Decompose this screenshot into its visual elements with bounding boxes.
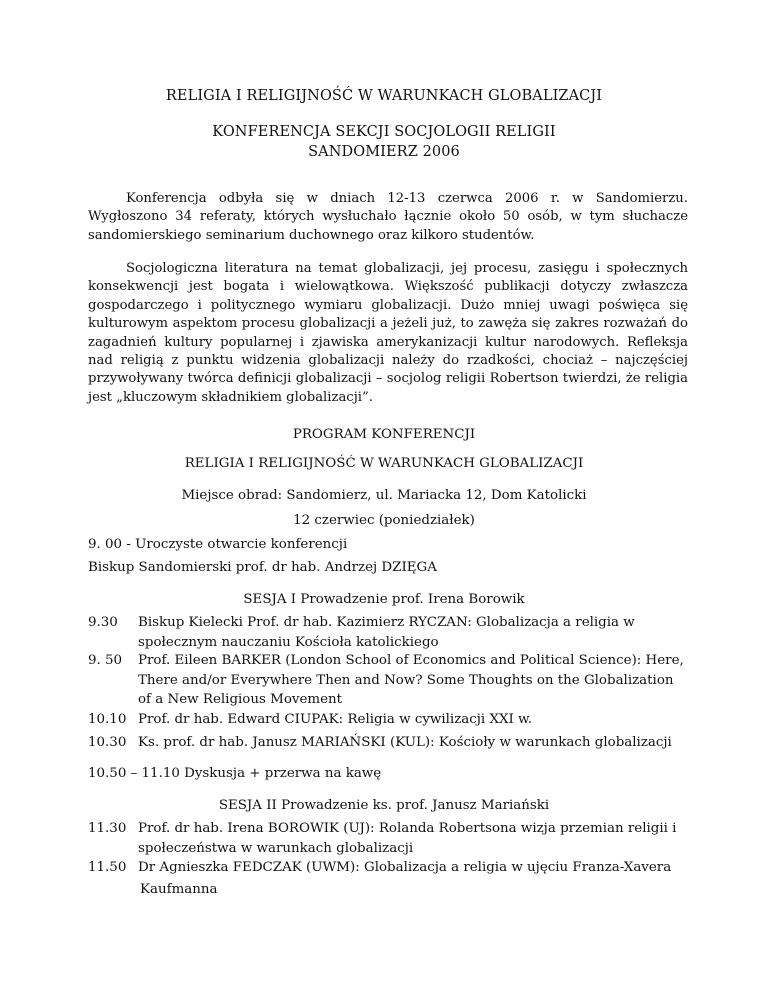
item-text: Ks. prof. dr hab. Janusz MARIAŃSKI (KUL): Kościoły w warunkach globalizacji bbox=[138, 735, 672, 750]
conference-subtitle: KONFERENCJA SEKCJI SOCJOLOGII RELIGII bbox=[212, 124, 556, 140]
item-text: Prof. dr hab. Edward CIUPAK: Religia w cywilizacji XXI w. bbox=[138, 712, 533, 727]
opening-line: 9. 00 - Uroczyste otwarcie konferencji bbox=[88, 537, 348, 552]
item-time: 9.30 bbox=[88, 615, 118, 630]
literature-paragraph bbox=[88, 260, 688, 407]
item-text: Prof. Eileen BARKER (London School of Economics and Political Science): Here, There and/or Everywhere Then and Now? Some Thoughts on the Globalization of a New Religious Movement bbox=[138, 653, 684, 707]
opening-speaker: Biskup Sandomierski prof. dr hab. Andrzej DZIĘGA bbox=[88, 560, 437, 575]
break-line: 10.50 – 11.10 Dyskusja + przerwa na kawę bbox=[88, 766, 382, 781]
session-2-item-continuation: Kaufmanna bbox=[140, 882, 218, 897]
item-time: 11.30 bbox=[88, 821, 127, 836]
session-1-title: SESJA I Prowadzenie prof. Irena Borowik bbox=[243, 592, 525, 607]
intro-paragraph bbox=[88, 190, 688, 245]
item-text: Prof. dr hab. Irena BOROWIK (UJ): Rolanda Robertsona wizja przemian religii i społeczeństwa w warunkach globalizacji bbox=[138, 821, 677, 856]
item-time: 9. 50 bbox=[88, 653, 123, 668]
item-time: 10.30 bbox=[88, 735, 127, 750]
program-title: PROGRAM KONFERENCJI bbox=[292, 427, 476, 442]
program-venue: Miejsce obrad: Sandomierz, ul. Mariacka 12, Dom Katolicki bbox=[181, 488, 587, 503]
program-conference-name: RELIGIA I RELIGIJNOŚĆ W WARUNKACH GLOBALIZACJI bbox=[184, 456, 584, 471]
document-title: RELIGIA I RELIGIJNOŚĆ W WARUNKACH GLOBALIZACJI bbox=[165, 88, 603, 104]
literature-paragraph-text: Socjologiczna literatura na temat globalizacji, jej procesu, zasięgu i społecznych konsekwencji jest bogata i wielowątkowa. Większość publikacji dotyczy zwłaszcza gospodarczego i politycznego wymiaru globalizacji. Dużo mniej uwagi poświęca się kulturowym aspektom procesu globalizacji a jeżeli już, to zawęża się zakres rozważań do zagadnień kultury popularnej i zjawiska amerykanizacji kultur narodowych. Refleksja nad religią z punktu widzenia globalizacji należy do rzadkości, chociaż – najczęściej przywoływany twórca definicji globalizacji – socjolog religii Robertson twierdzi, że religia jest „kluczowym składnikiem globalizacji”. bbox=[88, 261, 688, 405]
item-text: Biskup Kielecki Prof. dr hab. Kazimierz RYCZAN: Globalizacja a religia w społecznym nauczaniu Kościoła katolickiego bbox=[138, 615, 635, 650]
conference-place-year: SANDOMIERZ 2006 bbox=[308, 144, 460, 160]
intro-paragraph-text: Konferencja odbyła się w dniach 12-13 czerwca 2006 r. w Sandomierzu. Wygłoszono 34 referaty, których wysłuchało łącznie około 50 osób, w tym słuchacze sandomierskiego seminarium duchownego oraz kilkoro studentów. bbox=[88, 191, 688, 243]
program-day: 12 czerwiec (poniedziałek) bbox=[293, 513, 475, 528]
item-time: 10.10 bbox=[88, 712, 127, 727]
session-2-title: SESJA II Prowadzenie ks. prof. Janusz Mariański bbox=[218, 798, 550, 813]
item-time: 11.50 bbox=[88, 860, 127, 875]
item-text: Dr Agnieszka FEDCZAK (UWM): Globalizacja a religia w ujęciu Franza-Xavera bbox=[138, 860, 672, 875]
